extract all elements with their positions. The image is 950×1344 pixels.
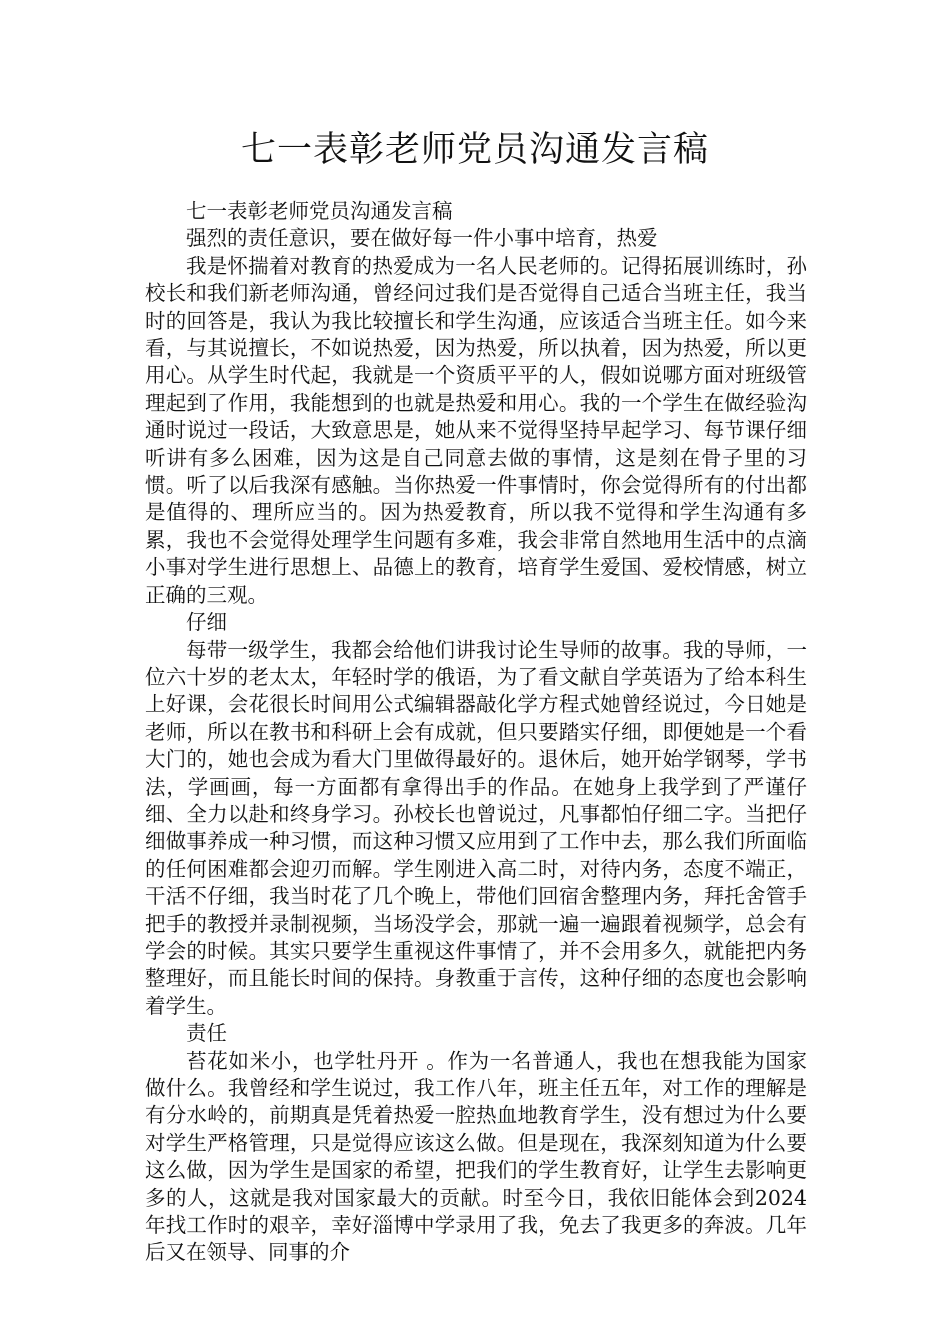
subtitle-paragraph: 七一表彰老师党员沟通发言稿 [186,199,453,223]
love-paragraph: 我是怀揣着对教育的热爱成为一名人民老师的。记得拓展训练时，孙校长和我们新老师沟通，曾经问过我们是否觉得自己适合当班主任，我当时的回答是，我认为我比较擅长和学生沟通，应该适合当班主任。如今来看，与其说擅长，不如说热爱，因为热爱，所以执着，因为热爱，所以更用心。从学生时代起，我就是一个资质平平的人，假如说哪方面对班级管理起到了作用，我能想到的也就是热爱和用心。我的一个学生在做经验沟通时说过一段话，大致意思是，她从来不觉得坚持早起学习、每节课仔细听讲有多么困难，因为这是自己同意去做的事情，这是刻在骨子里的习惯。听了以后我深有感触。当你热爱一件事情时，你会觉得所有的付出都是值得的、理所应当的。因为热爱教育，所以我不觉得和学生沟通有多累，我也不会觉得处理学生问题有多难，我会非常自然地用生活中的点滴小事对学生进行思想上、品德上的教育，培育学生爱国、爱校情感，树立正确的三观。 [145,253,807,607]
document-title: 七一表彰老师党员沟通发言稿 [240,130,709,170]
careful-paragraph: 每带一级学生，我都会给他们讲我讨论生导师的故事。我的导师，一位六十岁的老太太，年轻时学的俄语，为了看文献自学英语为了给本科生上好课，会花很长时间用公式编辑器敲化学方程式她曾经说过，今日她是老师，所以在教书和科研上会有成就，但只要踏实仔细，即便她是一个看大门的，她也会成为看大门里做得最好的。退休后，她开始学钢琴，学书法，学画画，每一方面都有拿得出手的作品。在她身上我学到了严谨仔细、全力以赴和终身学习。孙校长也曾说过，凡事都怕仔细二字。当把仔细做事养成一种习惯，而这种习惯又应用到了工作中去，那么我们所面临的任何困难都会迎刃而解。学生刚进入高二时，对待内务，态度不端正，干活不仔细，我当时花了几个晚上，带他们回宿舍整理内务，拜托舍管手把手的教授并录制视频，当场没学会，那就一遍一遍跟着视频学，总会有学会的时候。其实只要学生重视这件事情了，并不会用多久，就能把内务整理好，而且能长时间的保持。身教重于言传，这种仔细的态度也会影响着学生。 [145,637,807,1018]
document-body [145,198,807,1267]
section-heading-responsibility: 责任 [186,1021,227,1046]
intro-paragraph: 强烈的责任意识，要在做好每一件小事中培育，热爱 [186,226,658,251]
section-heading-careful: 仔细 [186,610,227,635]
responsibility-paragraph: 苔花如米小，也学牡丹开 。作为一名普通人，我也在想我能为国家做什么。我曾经和学生说过，我工作八年，班主任五年，对工作的理解是有分水岭的，前期真是凭着热爱一腔热血地教育学生，没有想过为什么要对学生严格管理，只是觉得应该这么做。但是现在，我深刻知道为什么要这么做，因为学生是国家的希望，把我们的学生教育好，让学生去影响更多的人，这就是我对国家最大的贡献。时至今日，我依旧能体会到2024年找工作时的艰辛，幸好淄博中学录用了我，免去了我更多的奔波。几年后又在领导、同事的介 [145,1048,807,1265]
